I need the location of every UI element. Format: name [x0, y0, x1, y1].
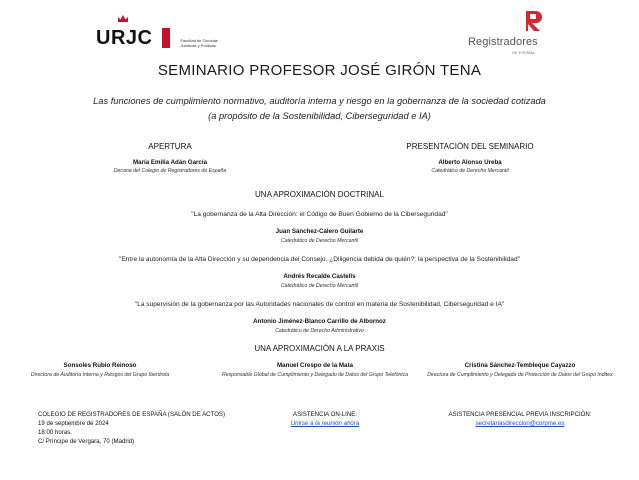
praxis-speaker-2-role: Responsable Global de Cumplimiento y Delegado de Datos del Grupo Telefónica	[221, 372, 409, 378]
praxis-speaker-1-name: Sonsoles Rubio Reinoso	[63, 362, 137, 369]
presentacion-section	[360, 142, 580, 174]
talk-1-speaker-role: Catedrático de Derecho Mercantil	[280, 238, 359, 244]
venue-address: C/ Príncipe de Vergara, 70 (Madrid)	[38, 438, 135, 445]
praxis-speaker-1	[10, 362, 190, 378]
apertura-speaker-name: María Emilia Adán García	[132, 159, 208, 166]
praxis-speaker-3	[405, 362, 635, 378]
urjc-faculty-line1: Facultad de Ciencias	[180, 38, 218, 43]
join-meeting-link[interactable]: Unirse a la reunión ahora	[290, 420, 360, 427]
event-date: 19 de septiembre de 2024	[38, 420, 109, 427]
presencial-attendance	[420, 410, 620, 428]
urjc-logo	[96, 26, 240, 48]
urjc-red-mark-icon	[162, 28, 170, 48]
talk-2-title: "Entre la autonomía de la Alta Dirección y su dependencia del Consejo. ¿Diligencia debida de quién?: la perspectiva de la Sostenibilidad"	[119, 256, 520, 263]
praxis-speaker-3-name: Cristina Sánchez-Tembleque Cayazzo	[464, 362, 576, 369]
event-time: 18:00 horas.	[38, 429, 72, 436]
subtitle-line2: (a propósito de la Sostenibilidad, Ciberseguridad e IA)	[208, 111, 431, 121]
registradores-logo-sub: DE ESPAÑA	[512, 50, 535, 55]
praxis-heading: UNA APROXIMACIÓN A LA PRAXIS	[254, 344, 385, 353]
praxis-speaker-2	[190, 362, 440, 378]
talk-3-speaker-name: Antonio Jiménez-Blanco Carrillo de Albornoz	[253, 318, 386, 325]
talk-3-title: "La supervisión de la gobernanza por las Autoridades nacionales de control en materia de Sostenibilidad, Ciberseguridad e IA"	[134, 301, 505, 308]
doctrinal-heading: UNA APROXIMACIÓN DOCTRINAL	[255, 190, 384, 199]
talk-3-speaker-role: Catedrático de Derecho Administrativo	[275, 328, 364, 334]
registradores-logo	[468, 10, 558, 55]
presencial-heading: ASISTENCIA PRESENCIAL PREVIA INSCRIPCIÓN:	[448, 411, 592, 418]
subtitle	[0, 94, 639, 124]
online-attendance	[255, 410, 395, 428]
talk-2-speaker-name: Andrés Recalde Castells	[283, 273, 356, 280]
registradores-r-icon	[524, 10, 544, 32]
registration-email-link[interactable]: secretariasdireccion@corpme.es	[475, 420, 565, 427]
crown-icon	[117, 14, 129, 23]
subtitle-line1: Las funciones de cumplimiento normativo, auditoría interna y riesgo en la gobernanza de la sociedad cotizada	[93, 96, 546, 106]
apertura-heading: APERTURA	[148, 142, 192, 151]
talk-2-speaker-role: Catedrático de Derecho Mercantil	[280, 283, 359, 289]
urjc-faculty-line2: Jurídicas y Políticas	[180, 43, 216, 48]
talk-1-speaker-name: Juan Sánchez-Calero Guilarte	[275, 228, 364, 235]
praxis-speaker-1-role: Directora de Auditoría Interna y Riesgos del Grupo Iberdrola	[30, 372, 170, 378]
presentacion-speaker-name: Alberto Alonso Ureba	[438, 159, 502, 166]
venue-info	[38, 410, 258, 446]
online-heading: ASISTENCIA ON-LINE:	[293, 411, 357, 418]
praxis-speaker-3-role: Directora de Cumplimiento y Delegada de Protección de Datos del Grupo Inditex	[427, 372, 613, 378]
urjc-faculty-label	[180, 38, 240, 48]
talk-1-title: "La gobernanza de la Alta Dirección: el Código de Buen Gobierno de la Ciberseguridad"	[191, 211, 448, 218]
apertura-section	[60, 142, 280, 174]
urjc-logo-text: URJC	[96, 27, 153, 49]
registradores-logo-text: Registradores	[468, 36, 538, 48]
page-title: SEMINARIO PROFESOR JOSÉ GIRÓN TENA	[157, 62, 482, 79]
praxis-speaker-2-name: Manuel Crespo de la Mata	[277, 362, 353, 369]
presentacion-heading: PRESENTACIÓN DEL SEMINARIO	[406, 142, 534, 151]
venue-name: COLEGIO DE REGISTRADORES DE ESPAÑA (SALÓN DE ACTOS)	[38, 411, 226, 418]
apertura-speaker-role: Decana del Colegio de Registradores de España	[113, 168, 227, 174]
presentacion-speaker-role: Catedrático de Derecho Mercantil	[431, 168, 509, 174]
